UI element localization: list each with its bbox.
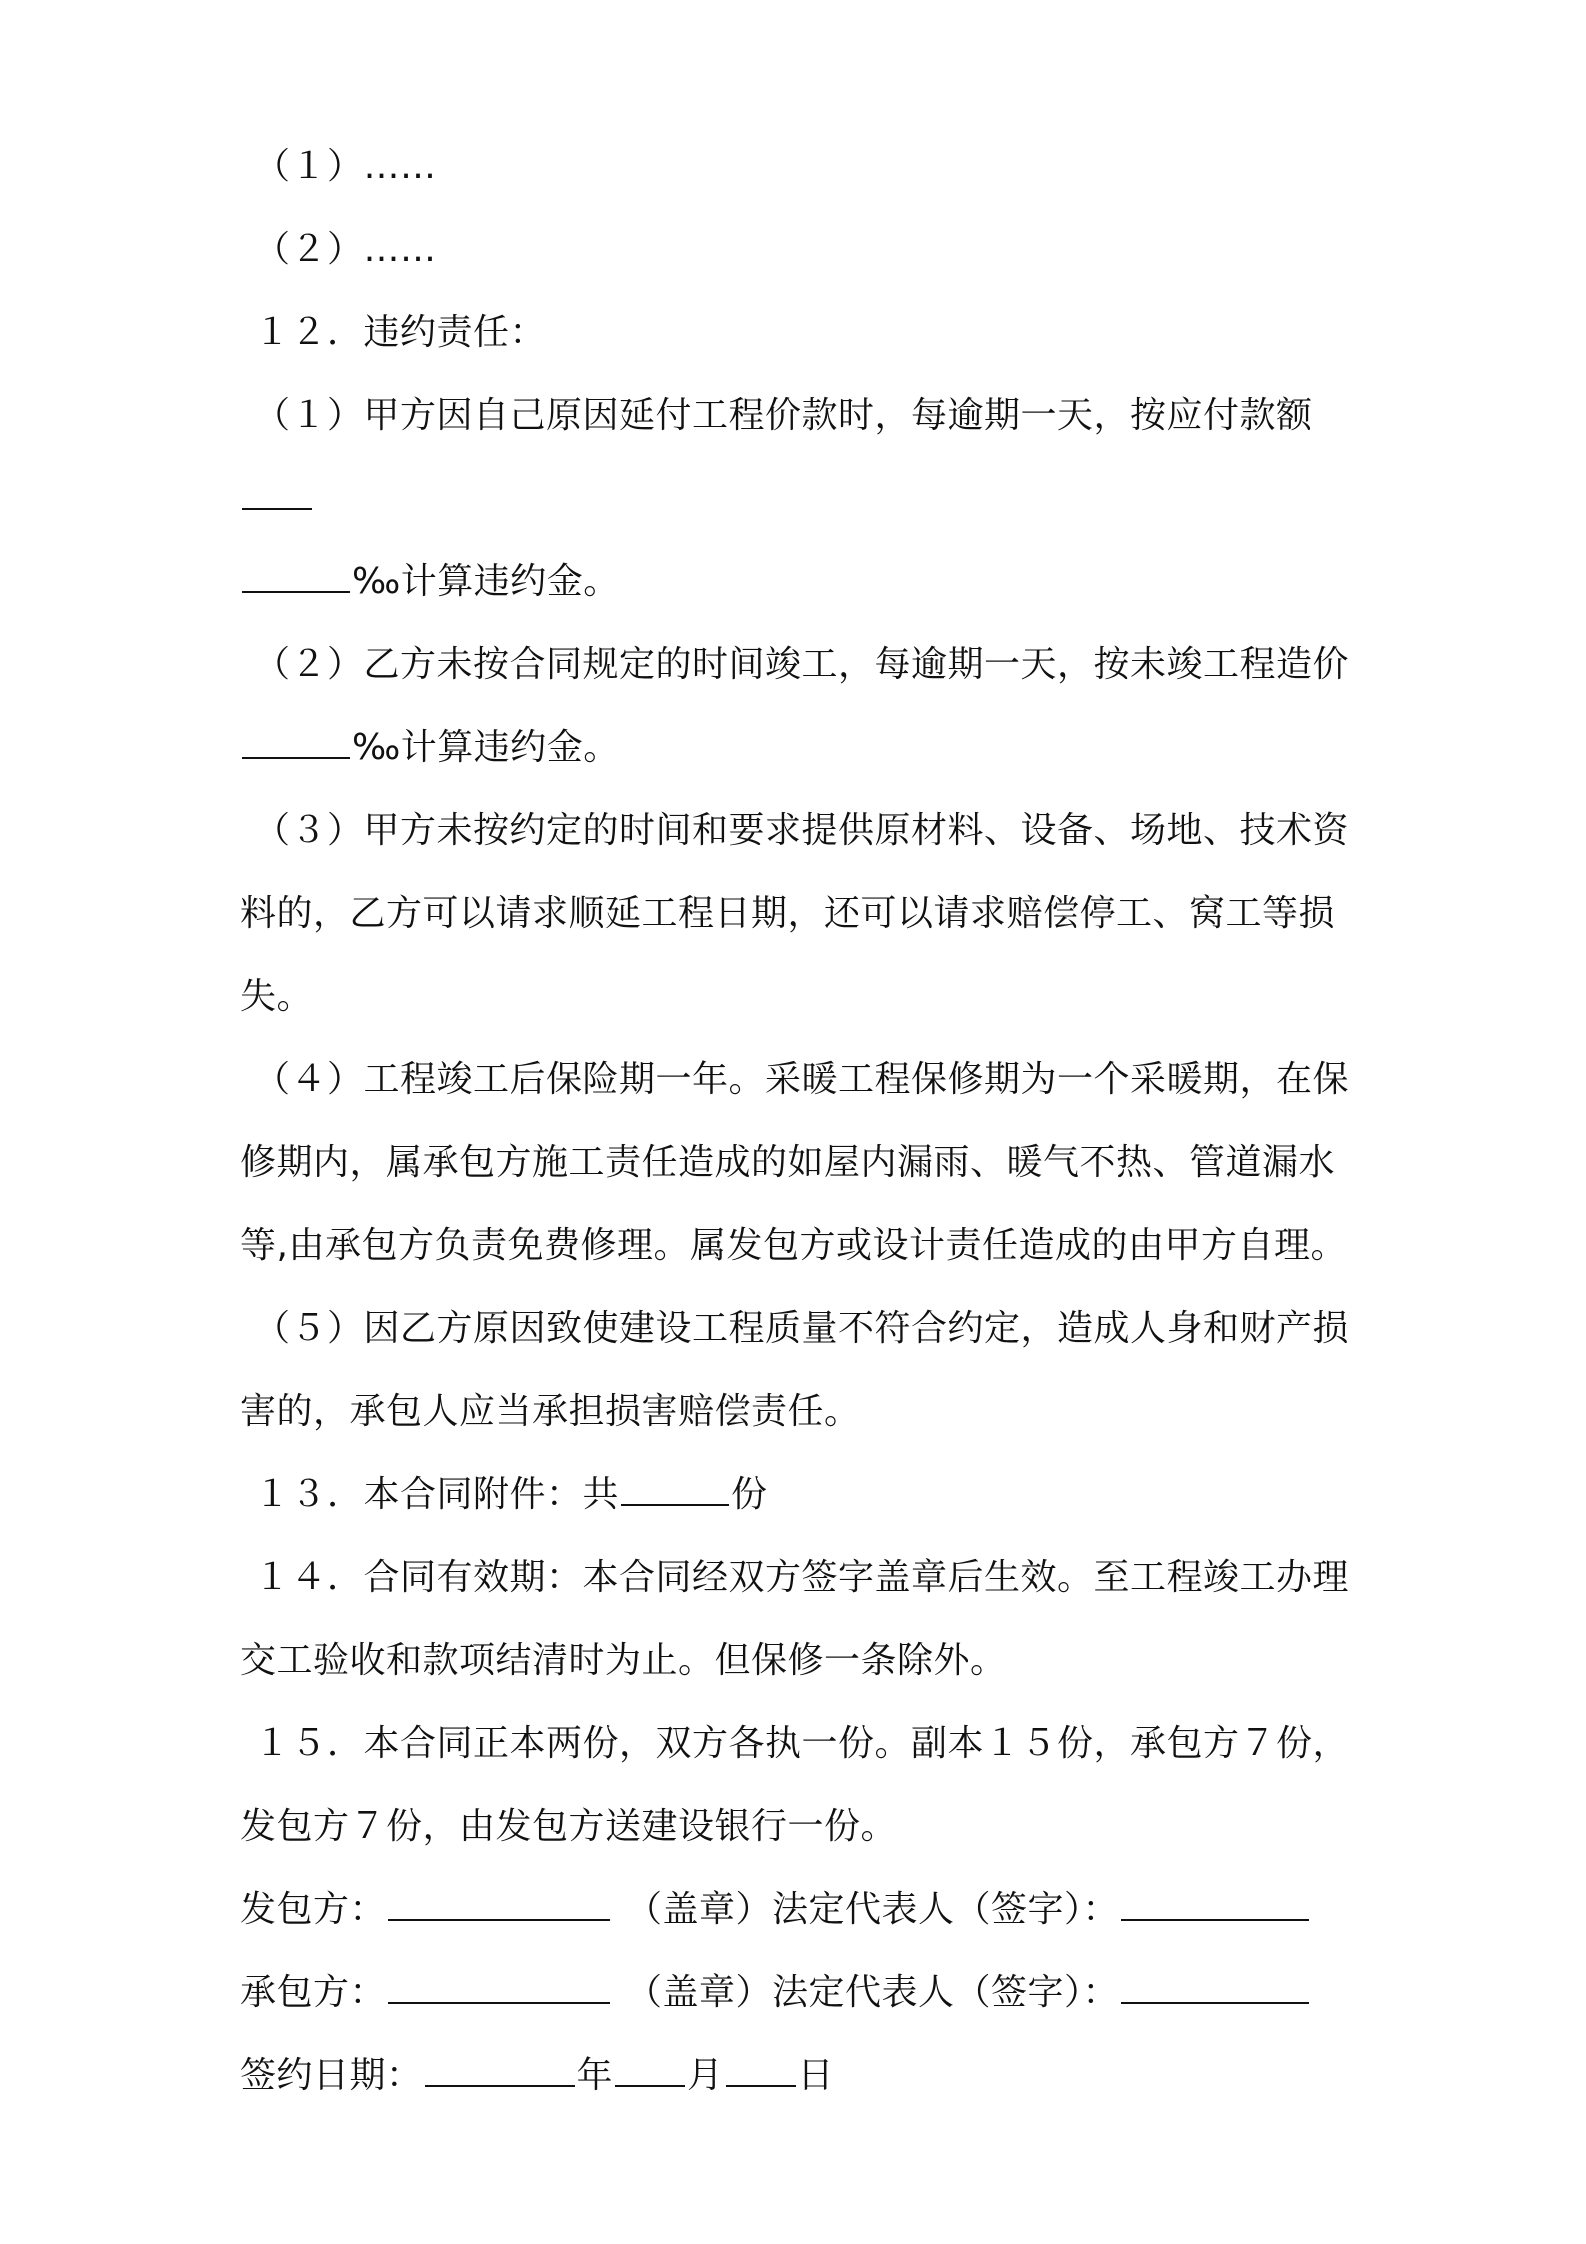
item-1: （１）……: [254, 146, 437, 187]
clause-12-heading: １２．违约责任：: [254, 312, 547, 353]
clause-13: [240, 1453, 1360, 1536]
issuer-blank: [388, 1889, 610, 1921]
clause-12-item-1: [240, 374, 1360, 623]
blank-line: [621, 1474, 729, 1506]
sign-date-row: [240, 2034, 1360, 2117]
blank-line: [242, 727, 350, 759]
blank-line: [242, 478, 312, 510]
issuer-signature-row: [240, 1868, 1360, 1951]
clause-12-item-3: （３）甲方未按约定的时间和要求提供原材料、设备、场地、技术资料的，乙方可以请求顺延工程日期，还可以请求赔偿停工、窝工等损失。: [240, 810, 1350, 1017]
issuer-seal-label: （盖章）法定代表人（签字）：: [626, 1889, 1120, 1930]
clause-15: １５．本合同正本两份，双方各执一份。副本１５份，承包方７份，发包方７份，由发包方送建设银行一份。: [240, 1723, 1350, 1847]
clause-13-tail: 份: [731, 1474, 768, 1515]
contractor-label: 承包方：: [240, 1972, 387, 2013]
clause-12-item-4: （４）工程竣工后保险期一年。采暖工程保修期为一个采暖期，在保修期内，属承包方施工责任造成的如屋内漏雨、暖气不热、管道漏水等,由承包方负责免费修理。属发包方或设计责任造成的由甲方自理。: [240, 1059, 1350, 1266]
blank-line: [242, 561, 350, 593]
document-body: [240, 125, 1360, 2117]
clause-12-item-2-text: （２）乙方未按合同规定的时间竣工，每逾期一天，按未竣工程造价: [254, 644, 1350, 685]
issuer-label: 发包方：: [240, 1889, 387, 1930]
clause-12-item-5: （５）因乙方原因致使建设工程质量不符合约定，造成人身和财产损害的，承包人应当承担损害赔偿责任。: [240, 1308, 1350, 1432]
item-2: （２）……: [254, 229, 437, 270]
contractor-signature-row: [240, 1951, 1360, 2034]
clause-12-item-2: [240, 623, 1360, 789]
clause-14: １４．合同有效期：本合同经双方签字盖章后生效。至工程竣工办理交工验收和款项结清时为止。但保修一条除外。: [240, 1557, 1350, 1681]
month-blank: [615, 2055, 685, 2087]
clause-12-item-1-text: （１）甲方因自己原因延付工程价款时，每逾期一天，按应付款额: [254, 395, 1313, 436]
day-label: 日: [797, 2055, 835, 2096]
clause-12-item-2-tail: ‰计算违约金。: [352, 727, 620, 768]
month-label: 月: [687, 2055, 724, 2096]
contractor-rep-blank: [1121, 1972, 1309, 2004]
year-label: 年: [576, 2055, 614, 2096]
day-blank: [726, 2055, 796, 2087]
sign-date-label: 签约日期：: [240, 2055, 423, 2096]
contractor-blank: [388, 1972, 610, 2004]
issuer-rep-blank: [1121, 1889, 1309, 1921]
clause-12-item-1-tail: ‰计算违约金。: [352, 561, 620, 602]
year-blank: [425, 2055, 575, 2087]
contractor-seal-label: （盖章）法定代表人（签字）：: [626, 1972, 1120, 2013]
clause-13-text: １３．本合同附件：共: [254, 1474, 620, 1515]
